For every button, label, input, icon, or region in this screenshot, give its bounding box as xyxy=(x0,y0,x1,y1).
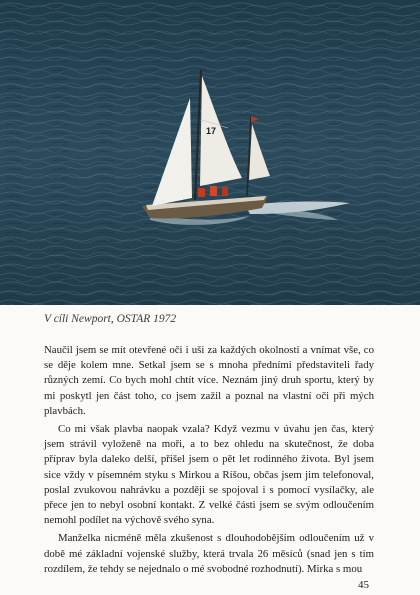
page-number: 45 xyxy=(358,579,369,591)
paragraph: Co mi však plavba naopak vzala? Když vezmu v úvahu jen čas, který jsem strávil vyloženě na moři, a to bez ohledu na skutečnost, že doba příprav byla daleko delší, přišel jsem o pět let rodinného života. Byl jsem sice vždy v písemném styku s Mirkou a Ríšou, občas jsem jim telefonoval, poslal zvukovou nahrávku a později se spojoval i s pomocí vysílačky, ale přece jen to nebyl osobní kontakt. Z velké části jsem se svým odloučením nemohl podílet na výchově svého syna. xyxy=(44,423,374,527)
sail-number: 17 xyxy=(206,126,217,136)
photo-caption: V cíli Newport, OSTAR 1972 xyxy=(44,313,177,325)
paragraph: Manželka nicméně měla zkušenost s dlouhodobějším odloučením už v době mé základní vojenské služby, která trvala 26 měsíců (snad jen s tím rozdílem, že tehdy se nejednalo o mé svobodné rozhodnutí). Mirka s mou xyxy=(44,532,374,575)
paragraph: Naučil jsem se mít otevřené oči i uši za každých okolností a vnímat vše, co se děje kolem mne. Setkal jsem se s mnoha předními představiteli řady různých zemí. Co bych mohl chtít více. Neznám jiný druh sportu, který by mi poskytl jen část toho, co jsem zažil a poznal na vlastní oči při mých plavbách. xyxy=(44,344,374,417)
body-text xyxy=(44,343,374,580)
